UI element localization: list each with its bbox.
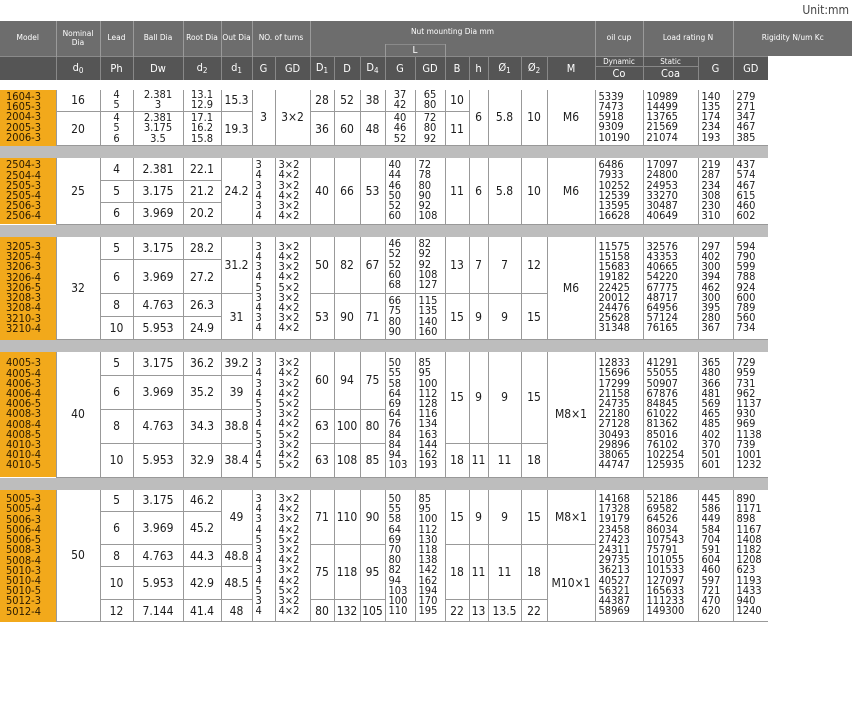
root-dia: 41.4 bbox=[183, 600, 221, 622]
ball-dia: 3.969 bbox=[133, 375, 183, 409]
root-dia: 34.3 bbox=[183, 409, 221, 443]
nut-D4: 71 bbox=[360, 294, 385, 340]
nut-O2: 15 bbox=[521, 490, 547, 545]
turns-g: 3 4 3 4 5 3 4 3 4 5 3 4 bbox=[252, 490, 275, 622]
root-dia: 13.1 12.9 bbox=[183, 90, 221, 112]
load-dynamic: 6486 7933 10252 12539 13595 16628 bbox=[595, 158, 643, 224]
nut-D1: 63 bbox=[310, 409, 334, 443]
sym-d0: d0 bbox=[56, 56, 100, 80]
oil-cup: M8×1 bbox=[547, 352, 595, 477]
nut-O2: 18 bbox=[521, 545, 547, 600]
nut-O1: 5.8 bbox=[488, 90, 521, 146]
header-nut-mounting: Nut mounting Dia mm bbox=[310, 21, 595, 44]
nut-L-g: 37 42 bbox=[385, 90, 415, 112]
root-dia: 17.1 16.2 15.8 bbox=[183, 112, 221, 146]
turns-g: 3 4 3 4 5 3 4 5 3 4 5 bbox=[252, 352, 275, 477]
nut-L-gd: 82 92 92 108 127 bbox=[415, 237, 445, 294]
sym-M: M bbox=[547, 56, 595, 80]
root-dia: 35.2 bbox=[183, 375, 221, 409]
load-dynamic: 14168 17328 19179 23458 27423 24311 29735 36213 40527 56321 44387 58969 bbox=[595, 490, 643, 622]
nut-B: 15 bbox=[445, 294, 469, 340]
ball-dia: 5.953 bbox=[133, 443, 183, 477]
sym-coa: Static Coa bbox=[643, 56, 698, 80]
root-dia: 27.2 bbox=[183, 260, 221, 294]
root-dia: 32.9 bbox=[183, 443, 221, 477]
header-root-dia: Root Dia bbox=[183, 21, 221, 56]
ball-dia: 3.175 bbox=[133, 490, 183, 512]
ball-dia: 5.953 bbox=[133, 567, 183, 600]
rigidity-g: 365 480 366 481 569 465 485 402 370 501 601 bbox=[698, 352, 733, 477]
nut-D1: 63 bbox=[310, 443, 334, 477]
nut-D4: 48 bbox=[360, 112, 385, 146]
header-lead: Lead bbox=[100, 21, 133, 56]
out-dia: 31.2 bbox=[221, 237, 252, 294]
nut-B: 11 bbox=[445, 158, 469, 224]
nut-O2: 10 bbox=[521, 158, 547, 224]
lead: 10 bbox=[100, 317, 133, 340]
oil-cup: M10×1 bbox=[547, 545, 595, 622]
root-dia: 21.2 bbox=[183, 180, 221, 202]
rigidity-gd: 729 959 731 962 1137 930 969 1138 739 1001 1232 bbox=[733, 352, 768, 477]
root-dia: 20.2 bbox=[183, 202, 221, 224]
nut-B: 15 bbox=[445, 490, 469, 545]
ball-dia: 4.763 bbox=[133, 409, 183, 443]
oil-cup: M6 bbox=[547, 237, 595, 340]
load-static: 52186 69582 64526 86034 107543 75791 101055 101533 127097 165633 111233 149300 bbox=[643, 490, 698, 622]
nut-D4: 85 bbox=[360, 443, 385, 477]
rigidity-g: 445 586 449 584 704 591 604 460 597 721 470 620 bbox=[698, 490, 733, 622]
out-dia: 48 bbox=[221, 600, 252, 622]
root-dia: 44.3 bbox=[183, 545, 221, 567]
nut-L-gd: 65 80 bbox=[415, 90, 445, 112]
turns-g: 3 4 3 4 3 4 bbox=[252, 158, 275, 224]
ball-dia: 3.175 bbox=[133, 180, 183, 202]
turns-gd: 3×2 4×2 3×2 4×2 3×2 4×2 bbox=[275, 158, 310, 224]
nut-L-gd: 72 80 92 bbox=[415, 112, 445, 146]
sym-D1: D1 bbox=[310, 56, 334, 80]
nut-D4: 53 bbox=[360, 158, 385, 224]
nut-O1: 13.5 bbox=[488, 600, 521, 622]
ball-dia: 2.381 3.175 3.5 bbox=[133, 112, 183, 146]
lead: 10 bbox=[100, 443, 133, 477]
root-dia: 28.2 bbox=[183, 237, 221, 260]
nut-L-g: 40 44 46 50 52 60 bbox=[385, 158, 415, 224]
header-ball-dia: Ball Dia bbox=[133, 21, 183, 56]
turns-gd: 3×2 bbox=[275, 90, 310, 146]
lead: 4 5 6 bbox=[100, 112, 133, 146]
header-turns: NO. of turns bbox=[252, 21, 310, 56]
root-dia: 22.1 bbox=[183, 158, 221, 180]
header-static: Static bbox=[644, 57, 698, 67]
turns-gd: 3×2 4×2 3×2 4×2 5×2 3×2 4×2 5×2 3×2 4×2 5×2 bbox=[275, 352, 310, 477]
sym-D4: D4 bbox=[360, 56, 385, 80]
nut-h: 9 bbox=[469, 352, 488, 443]
lead: 5 bbox=[100, 352, 133, 375]
nut-D1: 36 bbox=[310, 112, 334, 146]
root-dia: 45.2 bbox=[183, 512, 221, 545]
nut-O2: 12 bbox=[521, 237, 547, 294]
rigidity-gd: 890 1171 898 1167 1408 1182 1208 623 1193 1433 940 1240 bbox=[733, 490, 768, 622]
nut-O1: 5.8 bbox=[488, 158, 521, 224]
rigidity-g: 297 402 300 394 462 300 395 280 367 bbox=[698, 237, 733, 340]
nut-L-gd: 85 95 100 112 128 116 134 163 144 162 193 bbox=[415, 352, 445, 477]
header-nominal-dia: Nominal Dia bbox=[56, 21, 100, 56]
nut-D4: 80 bbox=[360, 409, 385, 443]
sym-L-gd: GD bbox=[415, 56, 445, 80]
lead: 12 bbox=[100, 600, 133, 622]
out-dia: 19.3 bbox=[221, 112, 252, 146]
sym-D: D bbox=[334, 56, 360, 80]
load-static: 17097 24800 24953 33270 30487 40649 bbox=[643, 158, 698, 224]
nut-h: 9 bbox=[469, 294, 488, 340]
model-cell: 4005-3 4005-4 4006-3 4006-4 4006-5 4008-3 4008-4 4008-5 4010-3 4010-4 4010-5 bbox=[0, 352, 56, 477]
nut-D1: 40 bbox=[310, 158, 334, 224]
nut-D4: 38 bbox=[360, 90, 385, 112]
nut-B: 11 bbox=[445, 112, 469, 146]
lead: 6 bbox=[100, 260, 133, 294]
nut-D1: 53 bbox=[310, 294, 334, 340]
nut-L-gd: 115 135 140 160 bbox=[415, 294, 445, 340]
lead: 8 bbox=[100, 545, 133, 567]
lead: 4 5 bbox=[100, 90, 133, 112]
oil-cup: M8×1 bbox=[547, 490, 595, 545]
sym-O2: Ø2 bbox=[521, 56, 547, 80]
nut-D: 118 bbox=[334, 545, 360, 600]
load-static: 41291 55055 50907 67876 84845 61022 81362 85016 76102 102254 125935 bbox=[643, 352, 698, 477]
header-load-rating: Load rating N bbox=[643, 21, 733, 56]
nut-O2: 18 bbox=[521, 443, 547, 477]
nut-O2: 22 bbox=[521, 600, 547, 622]
nut-L-gd: 72 78 80 90 92 108 bbox=[415, 158, 445, 224]
nut-D1: 75 bbox=[310, 545, 334, 600]
ball-screw-spec-table bbox=[0, 21, 852, 622]
ball-dia: 2.381 3 bbox=[133, 90, 183, 112]
out-dia: 38.8 bbox=[221, 409, 252, 443]
turns-gd: 3×2 4×2 3×2 4×2 5×2 3×2 4×2 3×2 4×2 bbox=[275, 237, 310, 340]
load-static: 32576 43353 40665 54220 67775 48717 64956 57124 76165 bbox=[643, 237, 698, 340]
model-cell: 3205-3 3205-4 3206-3 3206-4 3206-5 3208-3 3208-4 3210-3 3210-4 bbox=[0, 237, 56, 340]
header-oil-cup: oil cup bbox=[595, 21, 643, 56]
out-dia: 48.5 bbox=[221, 567, 252, 600]
sym-L-g: G bbox=[385, 56, 415, 80]
nut-O2: 15 bbox=[521, 294, 547, 340]
out-dia: 49 bbox=[221, 490, 252, 545]
nut-L-g: 50 55 58 64 69 64 76 84 84 94 103 bbox=[385, 352, 415, 477]
nominal-dia: 16 bbox=[56, 90, 100, 112]
nut-D1: 60 bbox=[310, 352, 334, 409]
root-dia: 26.3 bbox=[183, 294, 221, 317]
nominal-dia: 50 bbox=[56, 490, 100, 622]
nut-O1: 11 bbox=[488, 443, 521, 477]
ball-dia: 3.969 bbox=[133, 260, 183, 294]
out-dia: 38.4 bbox=[221, 443, 252, 477]
nominal-dia: 20 bbox=[56, 112, 100, 146]
nut-h: 11 bbox=[469, 545, 488, 600]
nut-D4: 90 bbox=[360, 490, 385, 545]
nominal-dia: 32 bbox=[56, 237, 100, 340]
nut-D: 132 bbox=[334, 600, 360, 622]
load-dynamic: 5339 7473 5918 9309 10190 bbox=[595, 90, 643, 146]
nut-O2: 10 bbox=[521, 90, 547, 146]
turns-gd: 3×2 4×2 3×2 4×2 5×2 3×2 4×2 3×2 4×2 5×2 3×2 4×2 bbox=[275, 490, 310, 622]
load-dynamic: 11575 15158 15683 19182 22425 20012 24476 25628 31348 bbox=[595, 237, 643, 340]
nut-O1: 9 bbox=[488, 490, 521, 545]
nut-D4: 67 bbox=[360, 237, 385, 294]
nut-L-g: 66 75 80 90 bbox=[385, 294, 415, 340]
header-model: Model bbox=[0, 21, 56, 56]
nut-D: 66 bbox=[334, 158, 360, 224]
nut-B: 18 bbox=[445, 545, 469, 600]
unit-label: Unit:mm bbox=[802, 3, 849, 17]
nut-L-g: 50 55 58 64 69 70 80 82 94 103 100 110 bbox=[385, 490, 415, 622]
nut-D1: 80 bbox=[310, 600, 334, 622]
rigidity-gd: 594 790 599 788 924 600 789 560 734 bbox=[733, 237, 768, 340]
lead: 5 bbox=[100, 490, 133, 512]
turns-g: 3 bbox=[252, 90, 275, 146]
lead: 8 bbox=[100, 409, 133, 443]
sym-ph: Ph bbox=[100, 56, 133, 80]
out-dia: 15.3 bbox=[221, 90, 252, 112]
sym-co: Dynamic Co bbox=[595, 56, 643, 80]
ball-dia: 4.763 bbox=[133, 545, 183, 567]
header-out-dia: Out Dia bbox=[221, 21, 252, 56]
nut-O1: 7 bbox=[488, 237, 521, 294]
nut-h: 13 bbox=[469, 600, 488, 622]
load-static: 10989 14499 13765 21569 21074 bbox=[643, 90, 698, 146]
load-dynamic: 12833 15696 17299 21158 24735 22180 27128 30493 29896 38065 44747 bbox=[595, 352, 643, 477]
nut-O2: 15 bbox=[521, 352, 547, 443]
ball-dia: 2.381 bbox=[133, 158, 183, 180]
sym-B: B bbox=[445, 56, 469, 80]
nut-L-g: 46 52 52 60 68 bbox=[385, 237, 415, 294]
nut-B: 13 bbox=[445, 237, 469, 294]
nut-B: 15 bbox=[445, 352, 469, 443]
nut-h: 7 bbox=[469, 237, 488, 294]
lead: 6 bbox=[100, 512, 133, 545]
sym-d2: d2 bbox=[183, 56, 221, 80]
nut-D: 108 bbox=[334, 443, 360, 477]
nut-D1: 50 bbox=[310, 237, 334, 294]
nut-B: 22 bbox=[445, 600, 469, 622]
nut-O1: 9 bbox=[488, 294, 521, 340]
sym-rg: G bbox=[698, 56, 733, 80]
lead: 6 bbox=[100, 375, 133, 409]
rigidity-gd: 279 271 347 467 385 bbox=[733, 90, 768, 146]
nut-D: 90 bbox=[334, 294, 360, 340]
root-dia: 24.9 bbox=[183, 317, 221, 340]
nut-D4: 105 bbox=[360, 600, 385, 622]
rigidity-g: 219 287 234 308 230 310 bbox=[698, 158, 733, 224]
ball-dia: 3.969 bbox=[133, 202, 183, 224]
nut-h: 9 bbox=[469, 490, 488, 545]
ball-dia: 3.969 bbox=[133, 512, 183, 545]
nut-D: 82 bbox=[334, 237, 360, 294]
sym-g: G bbox=[252, 56, 275, 80]
model-cell: 5005-3 5005-4 5006-3 5006-4 5006-5 5008-3 5008-4 5010-3 5010-4 5010-5 5012-3 5012-4 bbox=[0, 490, 56, 622]
sym-rgd: GD bbox=[733, 56, 768, 80]
nut-D4: 75 bbox=[360, 352, 385, 409]
lead: 5 bbox=[100, 237, 133, 260]
oil-cup: M6 bbox=[547, 158, 595, 224]
root-dia: 36.2 bbox=[183, 352, 221, 375]
sym-gd: GD bbox=[275, 56, 310, 80]
nut-D: 94 bbox=[334, 352, 360, 409]
nut-h: 11 bbox=[469, 443, 488, 477]
out-dia: 39.2 bbox=[221, 352, 252, 375]
ball-dia: 3.175 bbox=[133, 352, 183, 375]
out-dia: 24.2 bbox=[221, 158, 252, 224]
nut-D: 52 bbox=[334, 90, 360, 112]
nut-D: 100 bbox=[334, 409, 360, 443]
lead: 6 bbox=[100, 202, 133, 224]
nut-O1: 11 bbox=[488, 545, 521, 600]
nut-L-g: 40 46 52 bbox=[385, 112, 415, 146]
nut-L-gd: 85 95 100 112 130 118 138 142 162 194 170 195 bbox=[415, 490, 445, 622]
nut-h: 6 bbox=[469, 90, 488, 146]
out-dia: 31 bbox=[221, 294, 252, 340]
lead: 8 bbox=[100, 294, 133, 317]
rigidity-g: 140 135 174 234 193 bbox=[698, 90, 733, 146]
sym-dw: Dw bbox=[133, 56, 183, 80]
lead: 4 bbox=[100, 158, 133, 180]
lead: 10 bbox=[100, 567, 133, 600]
nut-D: 110 bbox=[334, 490, 360, 545]
sym-O1: Ø1 bbox=[488, 56, 521, 80]
root-dia: 46.2 bbox=[183, 490, 221, 512]
ball-dia: 7.144 bbox=[133, 600, 183, 622]
model-cell: 1604-3 1605-3 2004-3 2005-3 2006-3 bbox=[0, 90, 56, 146]
oil-cup: M6 bbox=[547, 90, 595, 146]
nominal-dia: 40 bbox=[56, 352, 100, 477]
ball-dia: 5.953 bbox=[133, 317, 183, 340]
header-dynamic: Dynamic bbox=[596, 57, 643, 67]
nut-h: 6 bbox=[469, 158, 488, 224]
out-dia: 39 bbox=[221, 375, 252, 409]
nut-D4: 95 bbox=[360, 545, 385, 600]
ball-dia: 4.763 bbox=[133, 294, 183, 317]
lead: 5 bbox=[100, 180, 133, 202]
root-dia: 42.9 bbox=[183, 567, 221, 600]
nut-O1: 9 bbox=[488, 352, 521, 443]
sym-h: h bbox=[469, 56, 488, 80]
header-rigidity: Rigidity N/um Kc bbox=[733, 21, 852, 56]
turns-g: 3 4 3 4 5 3 4 3 4 bbox=[252, 237, 275, 340]
nut-D1: 71 bbox=[310, 490, 334, 545]
nut-D1: 28 bbox=[310, 90, 334, 112]
sym-d1: d1 bbox=[221, 56, 252, 80]
header-L: L bbox=[385, 44, 445, 56]
nut-D: 60 bbox=[334, 112, 360, 146]
nut-B: 10 bbox=[445, 90, 469, 112]
nut-B: 18 bbox=[445, 443, 469, 477]
model-cell: 2504-3 2504-4 2505-3 2505-4 2506-3 2506-4 bbox=[0, 158, 56, 224]
nominal-dia: 25 bbox=[56, 158, 100, 224]
out-dia: 48.8 bbox=[221, 545, 252, 567]
ball-dia: 3.175 bbox=[133, 237, 183, 260]
rigidity-gd: 437 574 467 615 460 602 bbox=[733, 158, 768, 224]
